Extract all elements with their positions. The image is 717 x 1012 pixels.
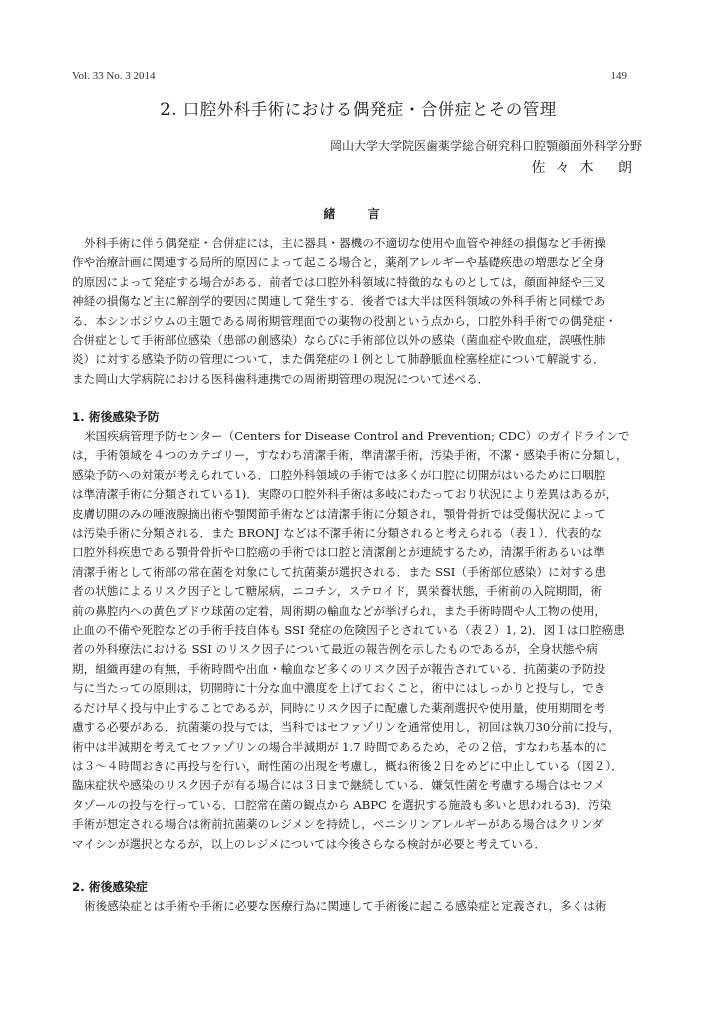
text-line: は３～４時間おきに再投与を行い，耐性菌の出現を考慮し，概ね術後２日をめどに中止している（図２）． (72, 758, 623, 773)
running-header (72, 70, 627, 82)
text-line: る．本シンポジウムの主題である周術期管理面での薬物の役割という点から，口腔外科手術での偶発症・ (72, 313, 617, 328)
journal-volume: Vol. 33 No. 3 2014 (72, 70, 156, 82)
section-1-heading: 1. 術後感染予防 (72, 410, 160, 424)
text-line: は，手術領域を４つのカテゴリー，すなわち清潔手術，準清潔手術，汚染手術，不潔・感染手術に分類し， (72, 448, 628, 463)
intro-heading: 緒 言 (323, 207, 394, 221)
text-line: 術後感染症とは手術や手術に必要な医療行為に関連して手術後に起こる感染症と定義され，多くは術 (84, 899, 607, 913)
text-line: 外科手術に伴う偶発症・合併症には，主に器具・器機の不適切な使用や血管や神経の損傷など手術操 (84, 236, 606, 250)
text-line: は準清潔手術に分類されている1)．実際の口腔外科手術は多岐にわたっており状況により差異はあるが， (72, 487, 618, 502)
text-line: は汚染手術に分類される．また BRONJ などは不潔手術に分類されると考えられる（表１）．代表的な (72, 526, 603, 541)
text-line: 清潔手術として術部の常在菌を対象にして抗菌薬が選択される．また SSI（手術部位感染）に対する患 (72, 564, 607, 579)
text-line: 米国疾病管理予防センター（Centers for Disease Control and Prevention; CDC）のガイドラインで (84, 429, 630, 443)
text-line: 炎）に対する感染予防の管理について，また偶発症の１例として肺静脈血栓塞栓症について解説する． (72, 352, 605, 367)
text-line: 口腔外科疾患である顎骨骨折や口腔癌の手術では口腔と清潔創とが連続するため，清潔手術あるいは準 (72, 545, 605, 560)
section-2-paragraph (72, 897, 646, 916)
article-title: 2. 口腔外科手術における偶発症・合併症とその管理 (160, 100, 557, 119)
text-line: また岡山大学病院における医科歯科連携での周術期管理の現況について述べる． (72, 371, 490, 386)
section-2-heading: 2. 術後感染症 (72, 880, 148, 894)
text-line: 手術が想定される場合は術前抗菌薬のレジメンを持続し，ペニシリンアレルギーがある場合はクリンダ (72, 817, 604, 832)
text-line: 的原因によって発症する場合がある．前者では口腔外科領域に特徴的なものとしては，顔面神経や三叉 (72, 274, 606, 289)
text-line: 者の状態によるリスク因子として糖尿病，ニコチン，ステロイド，異栄養状態，手術前の入院期間，術 (72, 584, 602, 599)
section-1-paragraph (72, 427, 646, 854)
text-line: マイシンが選択となるが，以上のレジメについては今後さらなる検討が必要と考えている． (72, 836, 546, 851)
page-number: 149 (610, 70, 627, 82)
text-line: 止血の不備や死腔などの手術手技自体も SSI 発症の危険因子とされている（表２）1, 2)．図１は口腔癌患 (72, 623, 625, 638)
text-line: 期，組織再建の有無，手術時間や出血・輸血など多くのリスク因子が報告されている．抗菌薬の予防投 (72, 661, 606, 676)
text-line: 感染予防への対策が考えられている．口腔外科領域の手術では多くが口腔に切開がはいるために口咽腔 (72, 467, 606, 482)
text-line: 前の鼻腔内への黄色ブドウ球菌の定着，周術期の輸血などが挙げられ，また手術時間や人工物の使用， (72, 603, 607, 618)
author-name: 佐々木 朗 (531, 160, 642, 176)
text-line: るだけ早く投与中止することであるが，同時にリスク因子に配慮した薬剤選択や使用量，使用期間を考 (72, 700, 606, 715)
text-line: 慮する必要がある．抗菌薬の投与では，当科ではセファゾリンを通常使用し，初回は執刀30分前に投与， (72, 720, 620, 735)
text-line: 術中は半減期を考えてセファゾリンの場合半減期が 1.7 時間であるため，その２倍，すなわち基本的に (72, 739, 608, 754)
text-line: 作や治療計画に関連する局所的原因によって起こる場合と，薬剤アレルギーや基礎疾患の増悪など全身 (72, 255, 605, 270)
text-line: タゾールの投与を行っている．口腔常在菌の観点から ABPC を選択する施設も多いと思われる3)．汚染 (72, 797, 612, 812)
text-line: 者の外科療法における SSI のリスク因子について最近の報告例を示したものであるが，全身状態や病 (72, 642, 598, 657)
text-line: 合併症として手術部位感染（患部の創感染）ならびに手術部位以外の感染（菌血症や敗血症，誤嚥性肺 (72, 333, 606, 348)
intro-paragraph (72, 234, 646, 389)
author-affiliation: 岡山大学大学院医歯薬学総合研究科口腔顎顔面外科学分野 (329, 139, 642, 153)
text-line: 皮膚切開のみの唾液腺摘出術や顎関節手術などは清潔手術に分類され，顎骨骨折では受傷状況によって (72, 506, 607, 521)
text-line: 与に当たっての原則は，切開時に十分な血中濃度を上げておくこと，術中にはしっかりと投与し，でき (72, 681, 606, 696)
text-line: 神経の損傷など主に解剖学的要因に関連して発生する．後者では大半は医科領域の外科手術と同様であ (72, 294, 606, 309)
text-line: 臨床症状や感染のリスク因子が有る場合には３日まで継続している．嫌気性菌を考慮する場合はセフメ (72, 778, 605, 793)
